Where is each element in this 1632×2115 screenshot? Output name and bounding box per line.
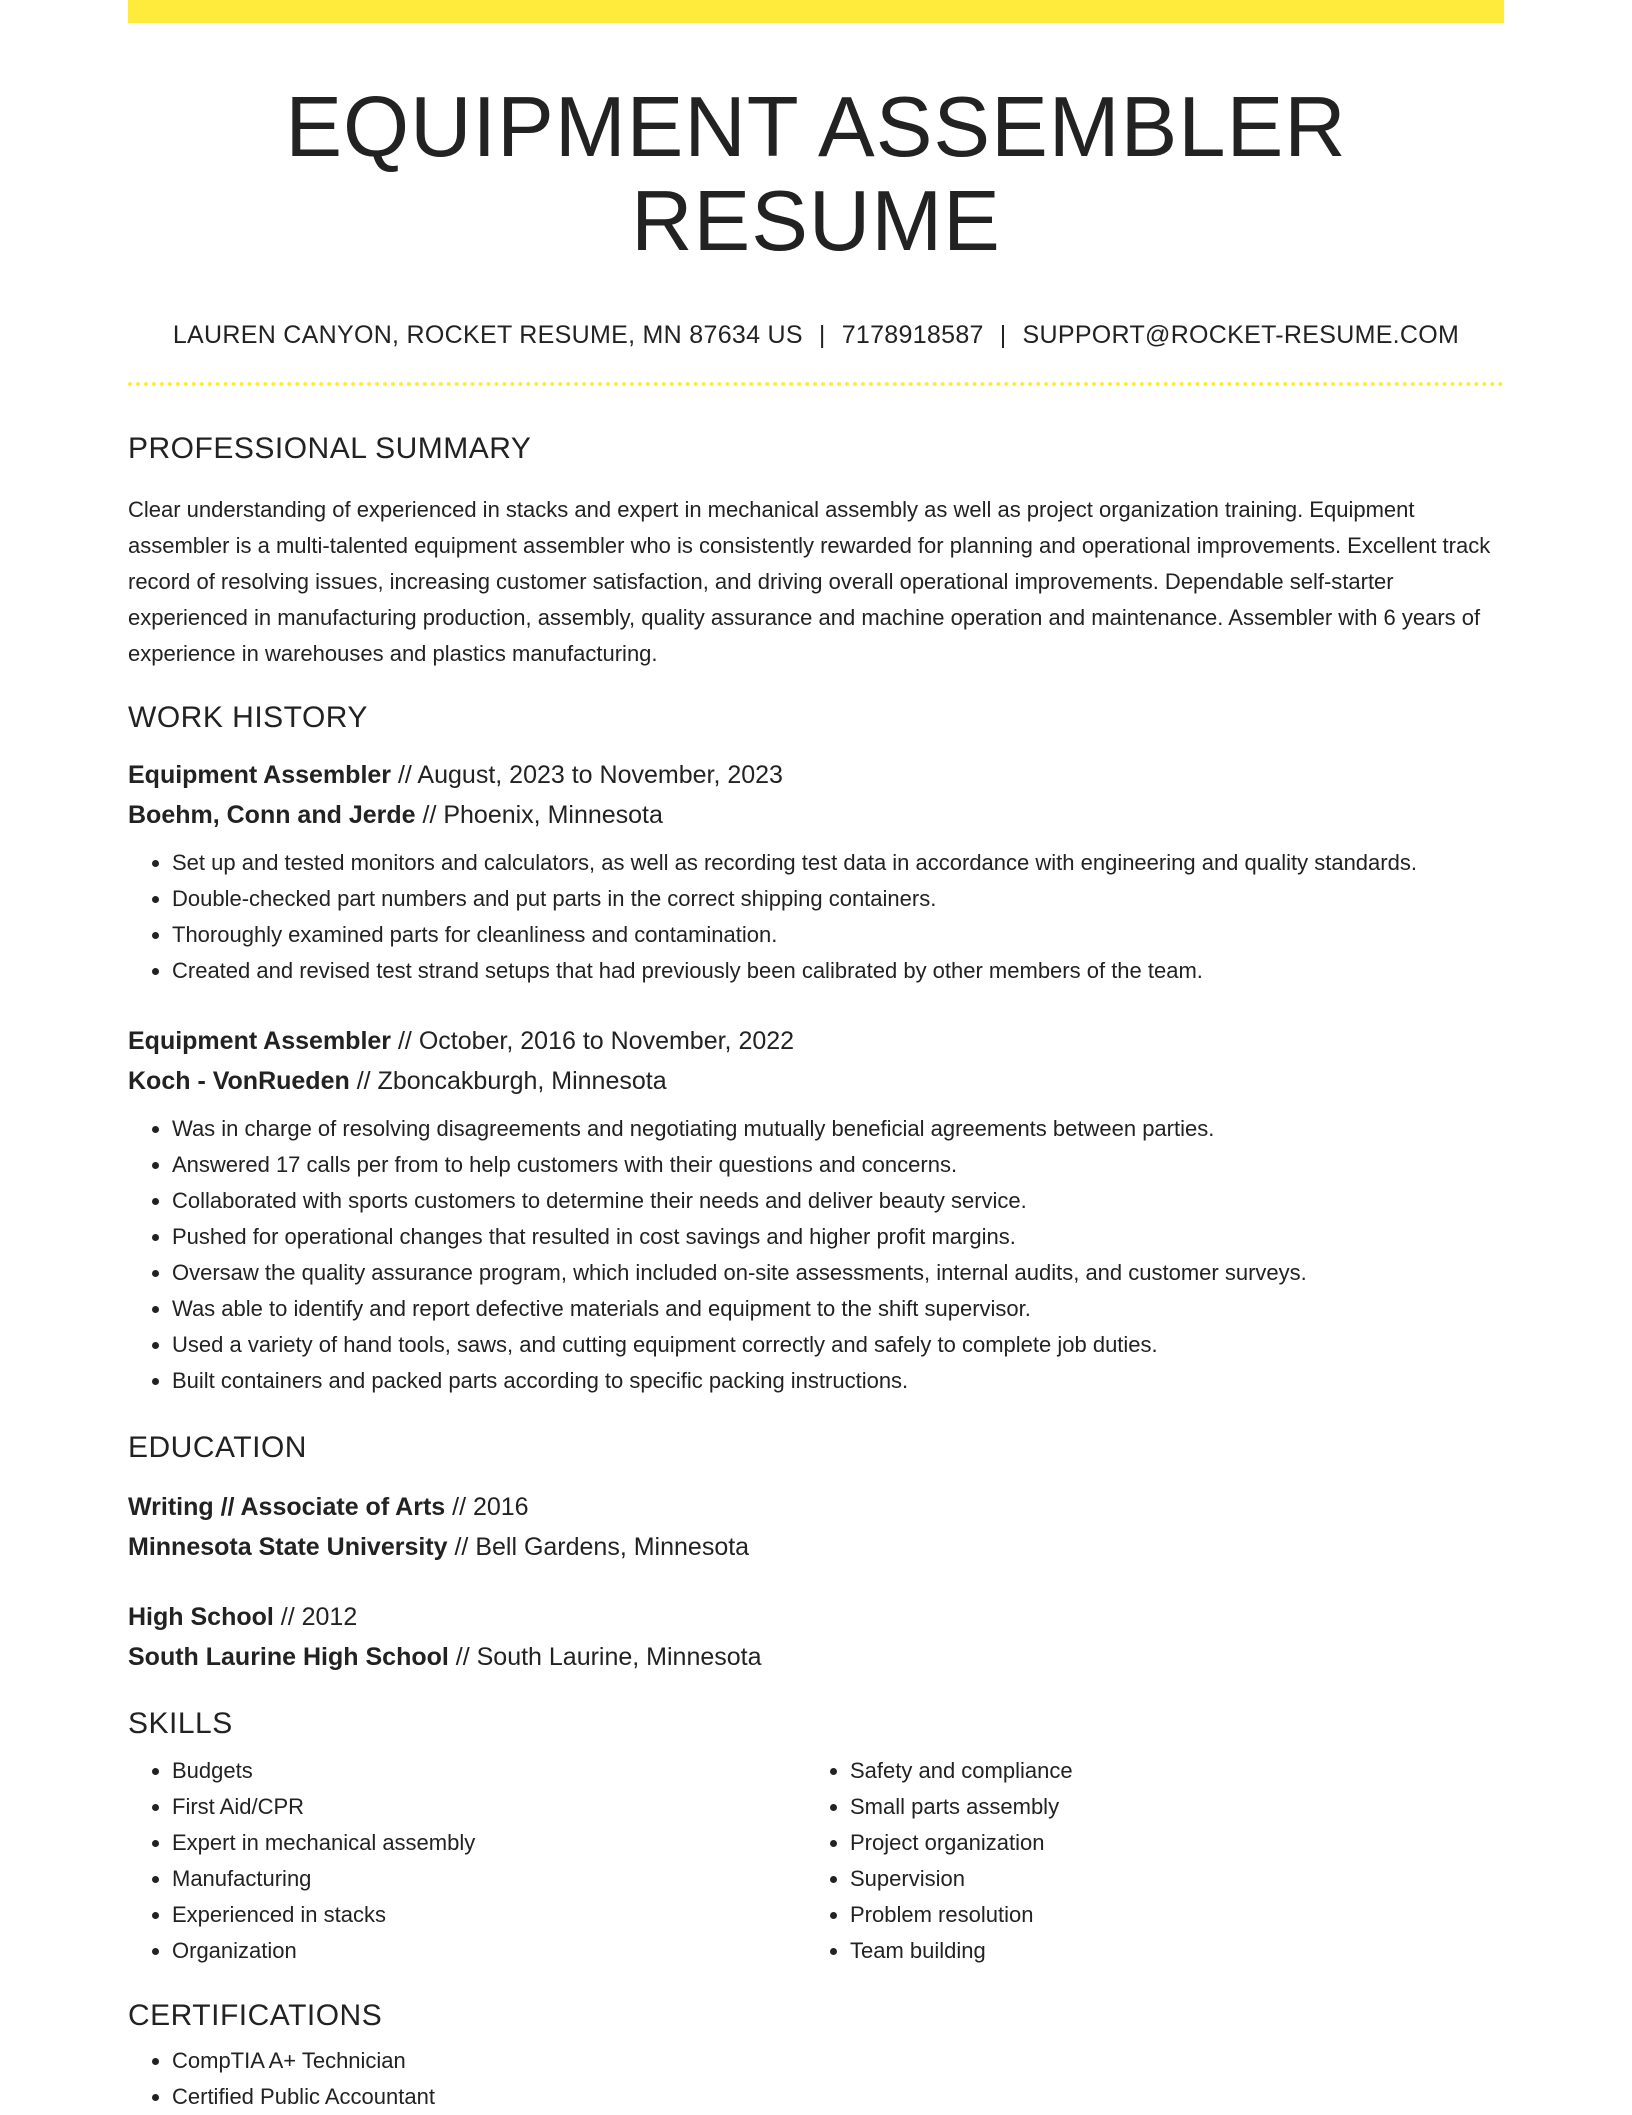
education-degree: Writing // Associate of Arts [128,1493,446,1521]
job-entry [128,1021,1504,1399]
contact-email: SUPPORT@ROCKET-RESUME.COM [1022,321,1460,349]
job-company-line [128,795,1504,835]
education-school-line [128,1637,1504,1677]
education-year: // 2012 [273,1603,358,1631]
job-company: Koch - VonRueden [128,1067,350,1095]
job-company: Boehm, Conn and Jerde [128,801,416,829]
list-item: • Answered 17 calls per from to help customers with their questions and concerns. [172,1147,1504,1183]
list-item: • Expert in mechanical assembly [172,1825,806,1861]
job-dates: // August, 2023 to November, 2023 [391,761,783,789]
list-item: • Built containers and packed parts according to specific packing instructions. [172,1363,1504,1399]
contact-separator: | [999,321,1007,349]
education-degree: High School [128,1603,274,1631]
list-item: • Team building [850,1933,1484,1969]
work-history-heading: WORK HISTORY [128,701,368,734]
education-school: Minnesota State University [128,1533,448,1561]
dotted-divider [128,382,1504,386]
list-item: • Collaborated with sports customers to determine their needs and deliver beauty service. [172,1183,1504,1219]
list-item: • Experienced in stacks [172,1897,806,1933]
job-entry [128,755,1504,989]
job-title-line [128,755,1504,795]
list-item: • Safety and compliance [850,1753,1484,1789]
summary-text: Clear understanding of experienced in stacks and expert in mechanical assembly as well as project organization training. Equipment assembler is a multi-talented equipment assembler who is consistently rewarded for planning and operational improvements. Excellent track record of resolving issues, increasing customer satisfaction, and driving overall operational improvements. Dependable self-starter experienced in manufacturing production, assembly, quality assurance and machine operation and maintenance. Assembler with 6 years of experience in warehouses and plastics manufacturing. [128,497,1491,666]
education-location: // Bell Gardens, Minnesota [447,1533,750,1561]
list-item: • Budgets [172,1753,806,1789]
education-degree-line [128,1597,1504,1637]
contact-phone: 7178918587 [841,321,984,349]
list-item: • Small parts assembly [850,1789,1484,1825]
certifications-heading: CERTIFICATIONS [128,1999,383,2032]
list-item: • Pushed for operational changes that resulted in cost savings and higher profit margins. [172,1219,1504,1255]
skills-heading: SKILLS [128,1707,233,1740]
education-year: // 2016 [445,1493,529,1521]
list-item: • Organization [172,1933,806,1969]
top-accent-bar [128,0,1504,23]
list-item: • Double-checked part numbers and put parts in the correct shipping containers. [172,881,1504,917]
contact-address: LAUREN CANYON, ROCKET RESUME, MN 87634 US [172,321,803,349]
list-item: • Created and revised test strand setups that had previously been calibrated by other members of the team. [172,953,1504,989]
certifications-list [128,2043,1504,2115]
education-heading: EDUCATION [128,1431,307,1464]
list-item: • CompTIA A+ Technician [172,2043,1504,2079]
list-item: • Thoroughly examined parts for cleanliness and contamination. [172,917,1504,953]
job-title-line [128,1021,1504,1061]
skills-columns [128,1753,1504,1969]
education-school-line [128,1527,1504,1567]
job-dates: // October, 2016 to November, 2022 [391,1027,795,1055]
list-item: • Manufacturing [172,1861,806,1897]
list-item: • First Aid/CPR [172,1789,806,1825]
list-item: • Project organization [850,1825,1484,1861]
summary-heading: PROFESSIONAL SUMMARY [128,432,532,465]
job-duties-list [128,1111,1504,1399]
list-item: • Was in charge of resolving disagreements and negotiating mutually beneficial agreements between parties. [172,1111,1504,1147]
contact-separator: | [818,321,826,349]
education-school: South Laurine High School [128,1643,449,1671]
skills-list-left [128,1753,806,1969]
job-location: // Phoenix, Minnesota [415,801,663,829]
job-duties-list [128,845,1504,989]
resume-page [128,0,1504,2115]
job-company-line [128,1061,1504,1101]
list-item: • Problem resolution [850,1897,1484,1933]
job-location: // Zboncakburgh, Minnesota [349,1067,667,1095]
education-location: // South Laurine, Minnesota [448,1643,762,1671]
education-degree-line [128,1487,1504,1527]
list-item: • Used a variety of hand tools, saws, and cutting equipment correctly and safely to complete job duties. [172,1327,1504,1363]
list-item: • Was able to identify and report defective materials and equipment to the shift supervisor. [172,1291,1504,1327]
resume-title: EQUIPMENT ASSEMBLER RESUME [285,80,1347,269]
list-item: • Set up and tested monitors and calculators, as well as recording test data in accordance with engineering and quality standards. [172,845,1504,881]
skills-list-right [806,1753,1484,1969]
list-item: • Supervision [850,1861,1484,1897]
job-title: Equipment Assembler [128,761,392,789]
contact-line [128,321,1504,350]
job-title: Equipment Assembler [128,1027,392,1055]
list-item: • Certified Public Accountant [172,2079,1504,2115]
list-item: • Oversaw the quality assurance program, which included on-site assessments, internal audits, and customer surveys. [172,1255,1504,1291]
